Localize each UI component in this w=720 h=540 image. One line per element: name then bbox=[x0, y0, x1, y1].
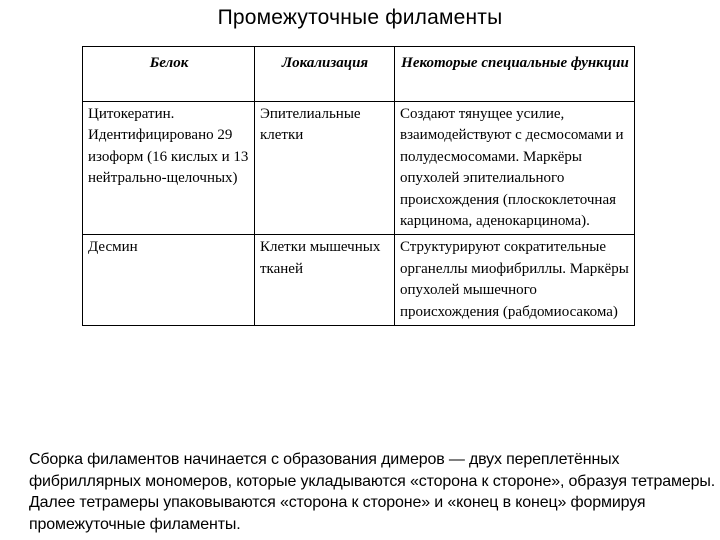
caption-paragraph: Сборка филаментов начинается с образования димеров — двух переплетённых фибриллярных мономеров, которые укладываются «сторона к стороне», образуя тетрамеры. Далее тетрамеры упаковываются «сторона к стороне» и «конец в конец» формируя промежуточные филаменты. bbox=[29, 451, 716, 533]
cell-localization: Клетки мышечных тканей bbox=[255, 235, 395, 326]
header-functions: Некоторые специальные функции bbox=[395, 47, 635, 102]
header-protein: Белок bbox=[83, 47, 255, 102]
slide-title: Промежуточные филаменты bbox=[217, 6, 503, 29]
table-row bbox=[83, 235, 635, 326]
cell-localization: Эпителиальные клетки bbox=[255, 102, 395, 235]
cell-functions: Структурируют сократительные органеллы миофибриллы. Маркёры опухолей мышечного происхождения (рабдомиосакома) bbox=[395, 235, 635, 326]
filaments-table bbox=[82, 46, 635, 326]
header-localization: Локализация bbox=[255, 47, 395, 102]
table-header-row bbox=[83, 47, 635, 102]
table-row bbox=[83, 102, 635, 235]
cell-protein: Цитокератин. Идентифицировано 29 изоформ (16 кислых и 13 нейтрально-щелочных) bbox=[83, 102, 255, 235]
cell-protein: Десмин bbox=[83, 235, 255, 326]
cell-functions: Создают тянущее усилие, взаимодействуют с десмосомами и полудесмосомами. Маркёры опухолей эпителиального происхождения (плоскоклеточная карцинома, аденокарцинома). bbox=[395, 102, 635, 235]
